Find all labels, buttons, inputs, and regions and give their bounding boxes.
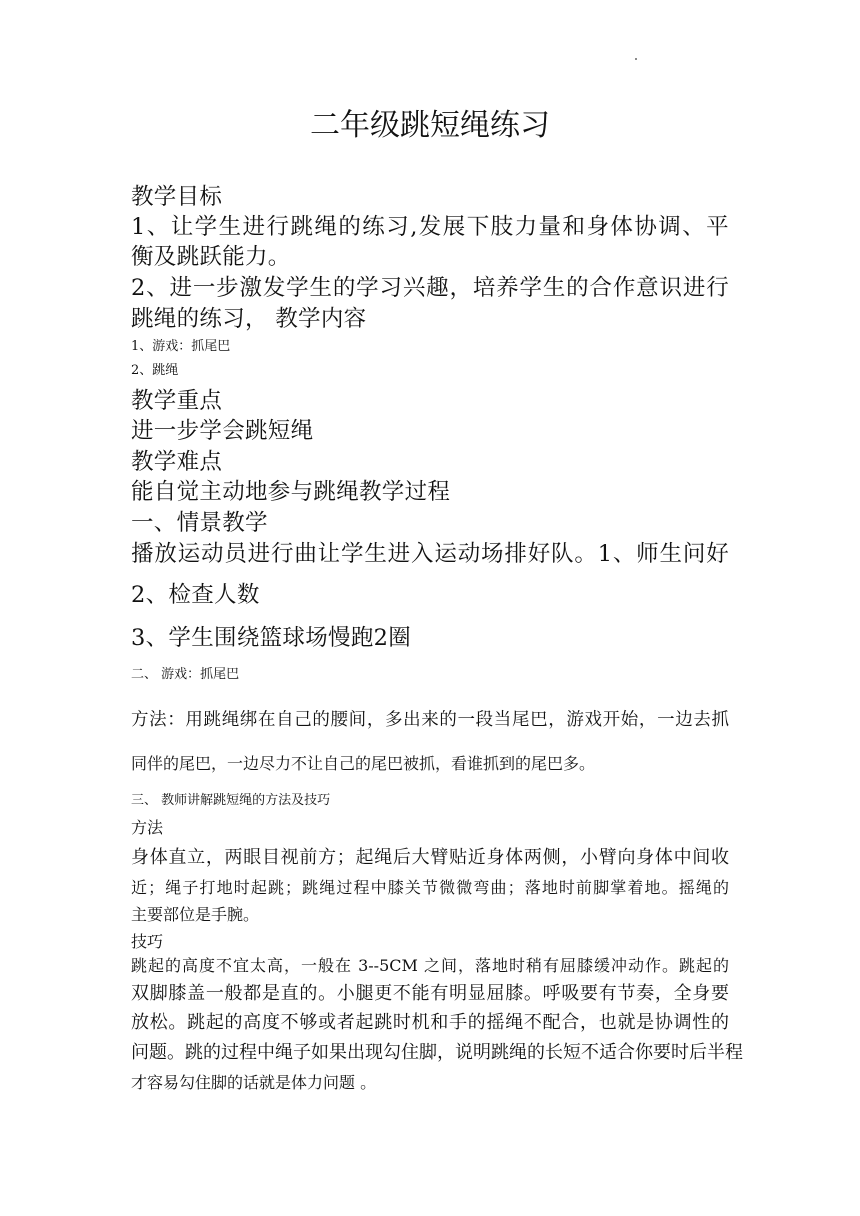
- method-heading: 方法: [131, 818, 164, 837]
- goal-line-1: 1、让学生进行跳绳的练习,发展下肢力量和身体协调、平: [131, 214, 729, 240]
- content-item-1: 1、游戏：抓尾巴: [131, 339, 231, 354]
- technique-line-5: 才容易勾住脚的话就是体力问题 。: [131, 1073, 377, 1092]
- technique-heading: 技巧: [131, 932, 164, 951]
- technique-line-3: 放松。跳起的高度不够或者起跳时机和手的摇绳不配合，也就是协调性的: [131, 1012, 729, 1033]
- difficulty-text: 能自觉主动地参与跳绳教学过程: [131, 479, 451, 505]
- section-1-line-1: 播放运动员进行曲让学生进入运动场排好队。1、师生问好: [131, 541, 729, 567]
- content-item-2: 2、跳绳: [131, 363, 179, 378]
- method-line-2: 近；绳子打地时起跳；跳绳过程中膝关节微微弯曲；落地时前脚掌着地。摇绳的: [131, 878, 729, 897]
- goal-line-2-cont: 跳绳的练习， 教学内容: [131, 306, 367, 332]
- section-1-line-2: 2、检查人数: [131, 582, 260, 608]
- section-2-heading: 二、 游戏：抓尾巴: [131, 667, 240, 682]
- heading-key-point: 教学重点: [131, 388, 223, 414]
- section-2-method-line-1: 方法：用跳绳绑在自己的腰间，多出来的一段当尾巴，游戏开始，一边去抓: [131, 710, 729, 730]
- section-3-heading: 三、 教师讲解跳短绳的方法及技巧: [131, 793, 331, 808]
- key-point-text: 进一步学会跳短绳: [131, 418, 314, 444]
- goal-line-1-cont: 衡及跳跃能力。: [131, 244, 291, 270]
- page-dot: [635, 58, 637, 60]
- goal-line-2: 2、进一步激发学生的学习兴趣，培养学生的合作意识进行: [131, 275, 729, 301]
- section-1-line-3: 3、学生围绕篮球场慢跑2圈: [131, 625, 412, 651]
- section-1-heading: 一、情景教学: [131, 510, 268, 536]
- document-title: 二年级跳短绳练习: [310, 108, 550, 143]
- method-line-1: 身体直立，两眼目视前方；起绳后大臂贴近身体两侧，小臂向身体中间收: [131, 847, 729, 868]
- section-2-method-line-2: 同伴的尾巴，一边尽力不让自己的尾巴被抓，看谁抓到的尾巴多。: [131, 754, 596, 773]
- technique-line-2: 双脚膝盖一般都是直的。小腿更不能有明显屈膝。呼吸要有节奏，全身要: [131, 983, 729, 1004]
- technique-line-1: 跳起的高度不宜太高，一般在 3--5CM 之间，落地时稍有屈膝缓冲动作。跳起的: [131, 956, 729, 975]
- method-line-3: 主要部位是手腕。: [131, 905, 260, 924]
- technique-line-4: 问题。跳的过程中绳子如果出现勾住脚，说明跳绳的长短不适合你要时后半程: [131, 1042, 743, 1063]
- heading-difficulty: 教学难点: [131, 449, 223, 475]
- heading-teaching-goals: 教学目标: [131, 184, 223, 210]
